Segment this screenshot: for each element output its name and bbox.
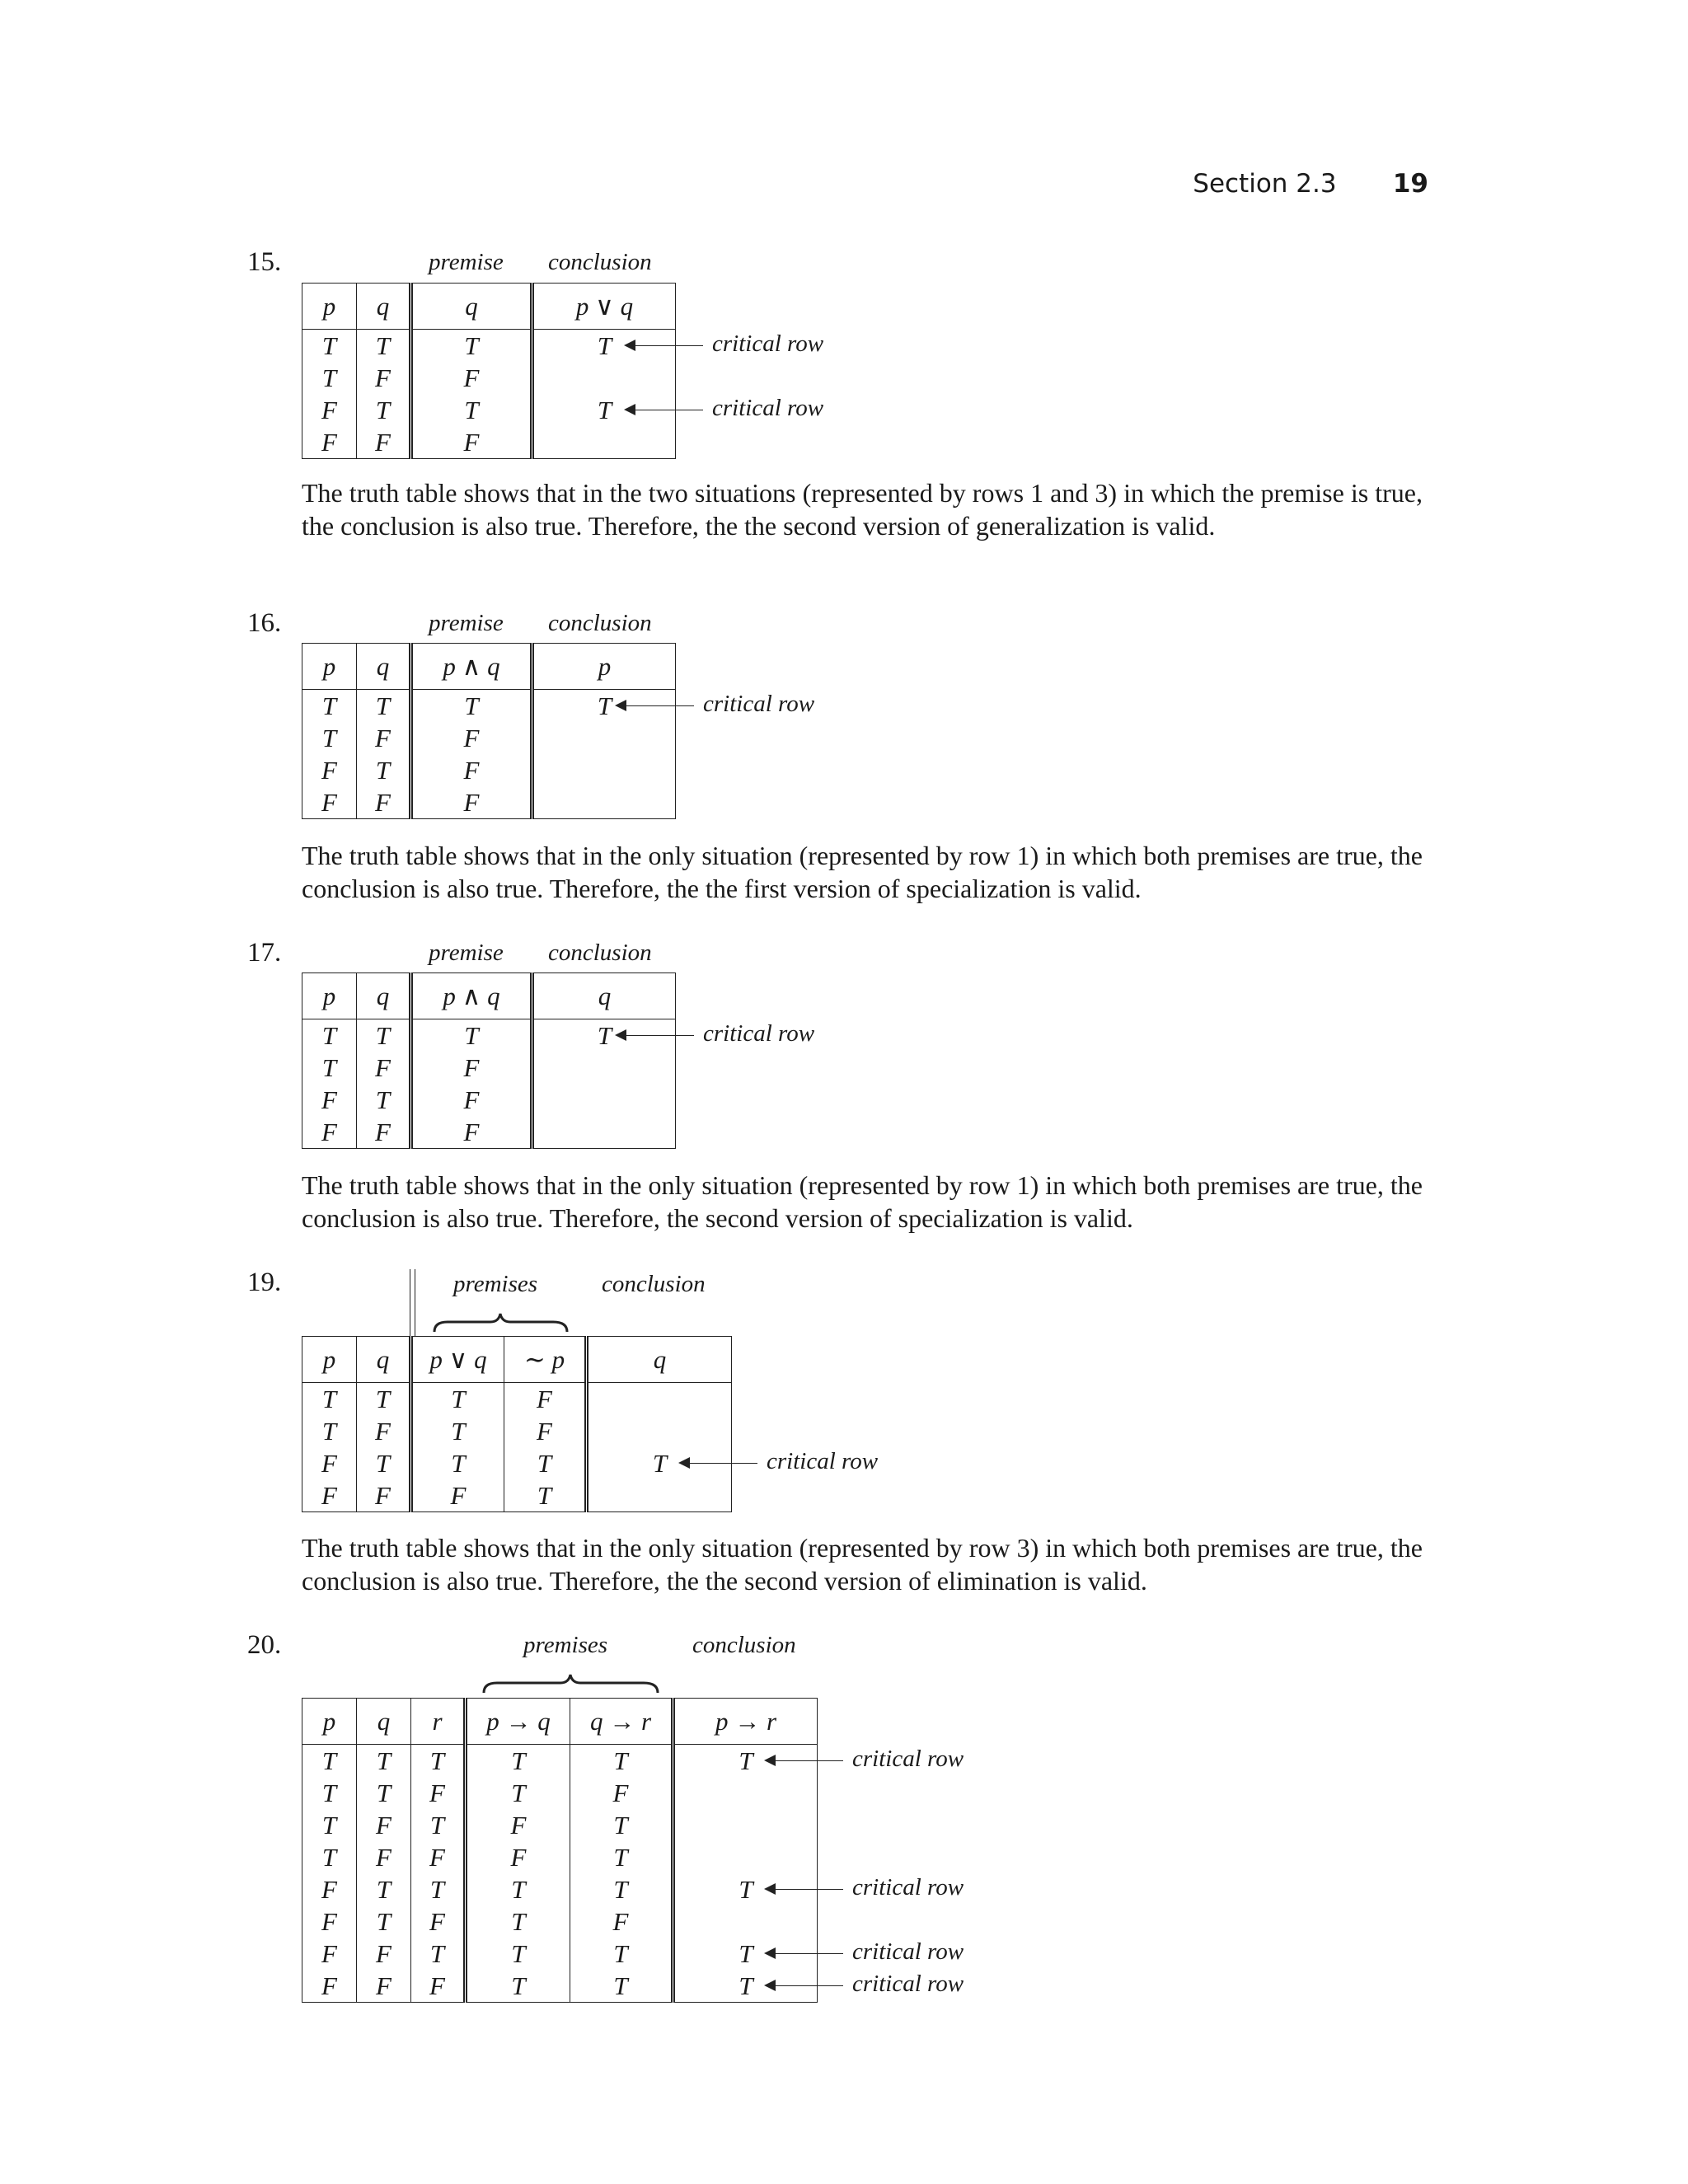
table-cell: F xyxy=(302,1905,357,1938)
table-cell: T xyxy=(570,1938,673,1970)
header-cell: p xyxy=(302,973,357,1019)
table-cell: F xyxy=(411,1970,466,2003)
table-cell xyxy=(673,1905,818,1938)
table-cell: T xyxy=(302,690,357,723)
table-cell: F xyxy=(504,1383,587,1416)
arrow-left-icon xyxy=(766,1889,843,1890)
arrow-left-icon xyxy=(680,1463,757,1464)
table-cell: F xyxy=(466,1841,570,1873)
problem-number: 15. xyxy=(247,247,282,277)
table-cell xyxy=(673,1777,818,1809)
table-cell: T xyxy=(357,1745,411,1778)
table-cell: T xyxy=(411,1938,466,1970)
table-cell: T xyxy=(411,1745,466,1778)
table-cell: F xyxy=(357,786,411,819)
table-cell: T xyxy=(357,1873,411,1905)
header-cell: p ∧ q xyxy=(411,973,532,1019)
truth-table xyxy=(302,1698,964,2003)
table-cell: T xyxy=(466,1745,570,1778)
truth-table xyxy=(302,643,815,819)
problem-number: 19. xyxy=(247,1268,282,1297)
table-cell: F xyxy=(357,362,411,394)
premise-caption: premise xyxy=(429,249,504,275)
table-row xyxy=(302,362,676,394)
table-cell: F xyxy=(411,1084,532,1116)
table-cell: T xyxy=(570,1873,673,1905)
table-cell xyxy=(673,1970,964,2003)
table-row xyxy=(302,1383,732,1416)
table-row xyxy=(302,786,676,819)
table-cell: T xyxy=(570,1745,673,1778)
table-row xyxy=(302,1841,818,1873)
table-cell: F xyxy=(411,786,532,819)
table-cell: F xyxy=(357,1052,411,1084)
table-cell: T xyxy=(302,1052,357,1084)
table-cell: F xyxy=(411,1116,532,1149)
header-cell: q → r xyxy=(570,1699,673,1745)
conclusion-caption: conclusion xyxy=(548,249,652,275)
premise-caption: premise xyxy=(429,940,504,966)
table-cell xyxy=(532,690,815,723)
conclusion-value: T xyxy=(597,330,612,360)
table-row xyxy=(302,1084,676,1116)
table-row xyxy=(302,1415,732,1447)
table-cell: T xyxy=(357,330,411,363)
table-cell: T xyxy=(466,1970,570,2003)
header-cell: p xyxy=(302,1337,357,1383)
table-cell: F xyxy=(302,1116,357,1149)
table-cell: T xyxy=(302,1745,357,1778)
table-cell: T xyxy=(466,1938,570,1970)
table-cell: T xyxy=(357,1019,411,1052)
header-cell: q xyxy=(357,973,411,1019)
table-cell: T xyxy=(302,1841,357,1873)
premises-caption: premises xyxy=(453,1271,538,1297)
critical-row-label: critical row xyxy=(852,1874,964,1900)
table-cell: T xyxy=(302,1383,357,1416)
truth-table xyxy=(302,972,815,1149)
table-cell: T xyxy=(357,394,411,426)
table-cell: F xyxy=(357,1116,411,1149)
table-row xyxy=(302,1116,676,1149)
table-cell: T xyxy=(357,1905,411,1938)
table-cell xyxy=(532,426,676,459)
table-cell xyxy=(532,394,824,426)
table-cell: T xyxy=(570,1841,673,1873)
table-cell: F xyxy=(357,1938,411,1970)
table-cell: F xyxy=(411,1052,532,1084)
table-cell: T xyxy=(411,1383,504,1416)
table-row xyxy=(302,1745,818,1778)
table-cell: T xyxy=(504,1479,587,1512)
section-label: Section 2.3 xyxy=(1193,169,1337,199)
critical-row-label: critical row xyxy=(852,1746,964,1772)
table-cell xyxy=(532,330,824,363)
table-cell: F xyxy=(357,1415,411,1447)
table-row xyxy=(302,1052,676,1084)
table-cell: T xyxy=(411,1415,504,1447)
table-cell: T xyxy=(466,1873,570,1905)
conclusion-value: T xyxy=(652,1448,668,1478)
table-row xyxy=(302,754,676,786)
table-cell: F xyxy=(570,1905,673,1938)
table-cell xyxy=(673,1745,964,1778)
table-cell: F xyxy=(357,1809,411,1841)
table-cell: T xyxy=(357,1447,411,1479)
explanation-paragraph: The truth table shows that in the only situation (represented by row 1) in which both premises are true, the conclusion is also true. Therefore, the second version of specialization is valid. xyxy=(302,1170,1423,1233)
conclusion-value: T xyxy=(597,395,612,424)
critical-row-label: critical row xyxy=(703,1020,815,1047)
page-header xyxy=(1193,169,1428,199)
table-cell: T xyxy=(302,330,357,363)
table-cell: T xyxy=(411,1809,466,1841)
problem-number: 17. xyxy=(247,938,282,968)
table-cell: T xyxy=(570,1809,673,1841)
explanation-paragraph: The truth table shows that in the only situation (represented by row 1) in which both premises are true, the conclusion is also true. Therefore, the the first version of specialization is valid. xyxy=(302,841,1423,903)
table-cell: F xyxy=(302,786,357,819)
table-cell: F xyxy=(570,1777,673,1809)
page-number: 19 xyxy=(1392,169,1428,199)
table-cell: F xyxy=(302,754,357,786)
arrow-left-icon xyxy=(617,1035,694,1036)
table-row xyxy=(302,1447,732,1479)
table-cell: T xyxy=(357,1777,411,1809)
table-cell: T xyxy=(302,1777,357,1809)
table-cell: F xyxy=(302,394,357,426)
header-cell: p xyxy=(532,644,676,690)
table-cell: F xyxy=(466,1809,570,1841)
table-row xyxy=(302,722,676,754)
brace-icon xyxy=(433,1312,569,1335)
conclusion-value: T xyxy=(597,1020,612,1050)
table-cell xyxy=(673,1809,818,1841)
explanation-paragraph: The truth table shows that in the only situation (represented by row 3) in which both premises are true, the conclusion is also true. Therefore, the the second version of elimination is valid. xyxy=(302,1533,1423,1596)
conclusion-value: T xyxy=(738,1746,753,1775)
table-row xyxy=(302,690,676,723)
header-cell: p xyxy=(302,1699,357,1745)
conclusion-caption: conclusion xyxy=(692,1632,796,1658)
arrow-left-icon xyxy=(766,1953,843,1954)
table-cell xyxy=(587,1383,732,1416)
table-cell xyxy=(532,1116,676,1149)
table-cell xyxy=(532,1019,815,1052)
header-cell: r xyxy=(411,1699,466,1745)
header-cell: q xyxy=(411,284,532,330)
table-cell: T xyxy=(357,1383,411,1416)
conclusion-value: T xyxy=(597,691,612,720)
table-cell xyxy=(532,722,676,754)
table-cell: T xyxy=(504,1447,587,1479)
header-cell: q xyxy=(357,284,411,330)
table-row xyxy=(302,1777,818,1809)
table-cell: T xyxy=(411,1873,466,1905)
table-cell xyxy=(532,362,676,394)
arrow-left-icon xyxy=(617,705,694,706)
explanation-paragraph: The truth table shows that in the two situations (represented by rows 1 and 3) in which the premise is true, the conclusion is also true. Therefore, the the second version of generalization is valid. xyxy=(302,478,1423,541)
header-cell: q xyxy=(532,973,676,1019)
truth-table xyxy=(302,283,824,459)
critical-row-label: critical row xyxy=(767,1448,879,1474)
table-cell: F xyxy=(302,1447,357,1479)
table-cell: F xyxy=(302,1873,357,1905)
table-cell: T xyxy=(302,362,357,394)
table-row xyxy=(302,1938,818,1970)
header-cell: p ∨ q xyxy=(411,1337,504,1383)
table-cell: T xyxy=(466,1777,570,1809)
table-cell xyxy=(673,1938,964,1970)
table-cell: T xyxy=(302,722,357,754)
column-divider xyxy=(410,1269,415,1337)
table-cell: F xyxy=(302,1970,357,2003)
table-cell: T xyxy=(357,690,411,723)
table-row xyxy=(302,426,676,459)
header-cell: p → q xyxy=(466,1699,570,1745)
table-cell: T xyxy=(411,394,532,426)
table-cell xyxy=(673,1841,818,1873)
problem-number: 16. xyxy=(247,608,282,638)
table-row xyxy=(302,1479,732,1512)
header-cell: q xyxy=(357,1337,411,1383)
table-cell xyxy=(532,1084,676,1116)
header-cell: q xyxy=(357,1699,411,1745)
truth-table xyxy=(302,1336,879,1512)
table-cell: F xyxy=(302,426,357,459)
critical-row-label: critical row xyxy=(852,1938,964,1965)
table-cell: T xyxy=(411,330,532,363)
arrow-left-icon xyxy=(766,1760,843,1761)
table-cell: F xyxy=(411,1841,466,1873)
table-cell: F xyxy=(357,1479,411,1512)
table-cell: F xyxy=(302,1084,357,1116)
table-row xyxy=(302,1873,818,1905)
table-cell: T xyxy=(302,1019,357,1052)
table-row xyxy=(302,1905,818,1938)
table-row xyxy=(302,394,676,426)
conclusion-value: T xyxy=(738,1938,753,1968)
conclusion-value: T xyxy=(738,1874,753,1904)
table-cell: F xyxy=(411,754,532,786)
premises-caption: premises xyxy=(523,1632,608,1658)
table-cell xyxy=(532,786,676,819)
header-cell: q xyxy=(357,644,411,690)
table-row xyxy=(302,1970,818,2003)
table-cell xyxy=(532,1052,676,1084)
table-cell: T xyxy=(357,1084,411,1116)
table-cell xyxy=(532,754,676,786)
table-row xyxy=(302,1809,818,1841)
arrow-left-icon xyxy=(766,1985,843,1986)
table-cell: F xyxy=(357,1841,411,1873)
critical-row-label: critical row xyxy=(852,1971,964,1997)
conclusion-value: T xyxy=(738,1971,753,2000)
table-cell: F xyxy=(411,1777,466,1809)
table-cell: T xyxy=(357,754,411,786)
table-cell xyxy=(587,1479,732,1512)
table-cell: F xyxy=(302,1479,357,1512)
table-cell: F xyxy=(411,362,532,394)
brace-icon xyxy=(482,1673,659,1696)
table-cell: F xyxy=(411,722,532,754)
conclusion-caption: conclusion xyxy=(548,940,652,966)
table-cell: T xyxy=(466,1905,570,1938)
critical-row-label: critical row xyxy=(712,395,824,421)
table-cell: T xyxy=(302,1809,357,1841)
header-cell: p ∨ q xyxy=(532,284,676,330)
critical-row-label: critical row xyxy=(703,691,815,717)
table-cell: T xyxy=(302,1415,357,1447)
problem-number: 20. xyxy=(247,1630,282,1660)
header-cell: q xyxy=(587,1337,732,1383)
table-cell: F xyxy=(302,1938,357,1970)
arrow-left-icon xyxy=(626,345,703,346)
header-cell: p → r xyxy=(673,1699,818,1745)
table-cell xyxy=(587,1447,879,1479)
table-cell: T xyxy=(411,1019,532,1052)
header-cell: p xyxy=(302,284,357,330)
header-cell: ∼ p xyxy=(504,1337,587,1383)
critical-row-label: critical row xyxy=(712,330,824,357)
conclusion-caption: conclusion xyxy=(602,1271,706,1297)
conclusion-caption: conclusion xyxy=(548,610,652,636)
header-cell: p ∧ q xyxy=(411,644,532,690)
premise-caption: premise xyxy=(429,610,504,636)
table-cell: F xyxy=(504,1415,587,1447)
table-cell: F xyxy=(357,426,411,459)
header-cell: p xyxy=(302,644,357,690)
table-cell: T xyxy=(570,1970,673,2003)
table-cell: F xyxy=(357,1970,411,2003)
table-cell: F xyxy=(411,1479,504,1512)
table-cell: F xyxy=(411,1905,466,1938)
table-row xyxy=(302,1019,676,1052)
table-cell xyxy=(673,1873,964,1905)
table-cell: F xyxy=(411,426,532,459)
table-cell xyxy=(587,1415,732,1447)
table-cell: F xyxy=(357,722,411,754)
table-cell: T xyxy=(411,1447,504,1479)
table-cell: T xyxy=(411,690,532,723)
table-row xyxy=(302,330,676,363)
